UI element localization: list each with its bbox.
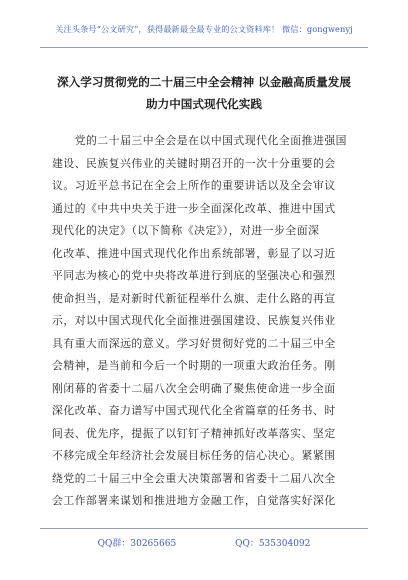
body-line: 现代化的决定》（以下简称《决定》），对进一步全面深 — [52, 224, 320, 237]
footer-qq-group: QQ群：30265665 — [97, 539, 177, 549]
body-line: 会精神，是当前和今后一个时期的一项重大政治任务。刚 — [52, 359, 336, 372]
body-line: 建设、民族复兴伟业的关键时期召开的一次十分重要的会 — [52, 156, 336, 170]
title-line-2: 助力中国式现代化实践 — [146, 97, 262, 111]
body-line: 党的二十届三中全会是在以中国式现代化全面推进强国 — [52, 134, 348, 147]
body-line: 化改革、推进中国式现代化作出系统部署，彰显了以习近 — [52, 246, 336, 260]
body-line: 使命担当，是对新时代新征程举什么旗、走什么路的再宣 — [52, 291, 336, 305]
title-line-1: 深入学习贯彻党的二十届三中全会精神 以金融高质量发展 — [57, 75, 351, 89]
footer-divider — [40, 528, 368, 529]
footer-contacts — [0, 536, 408, 549]
body-line: 平同志为核心的党中央将改革进行到底的坚强决心和强烈 — [52, 269, 336, 282]
footer-qq-number: QQ：535304092 — [235, 539, 311, 549]
header-divider — [40, 47, 368, 48]
body-line: 议。习近平总书记在全会上所作的重要讲话以及全会审议 — [52, 179, 336, 192]
body-line: 间表、优先序，提振了以钉钉子精神抓好改革落实、坚定 — [52, 426, 336, 440]
body-line: 会工作部署来谋划和推进地方金融工作，自觉落实好深化 — [52, 494, 336, 507]
body-line: 绕党的二十届三中全会重大决策部署和省委十二届八次全 — [52, 471, 336, 485]
body-line: 不移完成全年经济社会发展目标任务的信心决心。紧紧围 — [52, 449, 336, 462]
body-line: 示，对以中国式现代化全面推进强国建设、民族复兴伟业 — [52, 314, 336, 327]
body-line: 刚闭幕的省委十二届八次全会明确了聚焦使命进一步全面 — [52, 381, 336, 395]
body-line: 具有重大而深远的意义。学习好贯彻好党的二十届三中全 — [52, 336, 336, 350]
body-line: 通过的《中共中央关于进一步全面深化改革、推进中国式 — [52, 201, 336, 215]
document-body — [52, 130, 362, 513]
header-banner: 关注头条号“公文研究”，获得最新最全最专业的公文资料库！ 微信：gongwenyj — [55, 24, 353, 34]
body-line: 深化改革、奋力谱写中国式现代化全省篇章的任务书、时 — [52, 404, 336, 417]
document-title — [0, 71, 408, 115]
